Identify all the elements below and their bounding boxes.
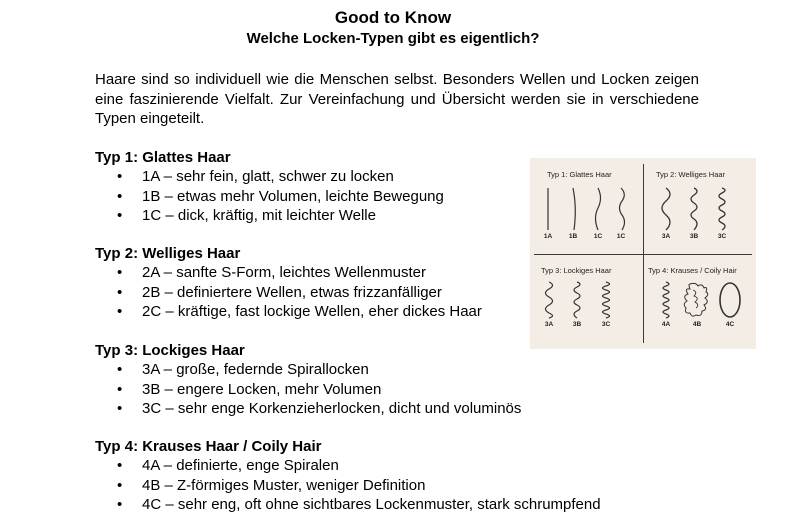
- section-heading: Typ 1: Glattes Haar: [95, 149, 231, 166]
- hair-label-3b: 3B: [689, 233, 699, 240]
- page-title: Good to Know: [334, 8, 452, 27]
- list-item-text: 2B – definiertere Wellen, etwas frizzanfälliger: [142, 283, 442, 301]
- list-item: [95, 283, 482, 303]
- list-item-text: 3A – große, federnde Spirallocken: [142, 361, 369, 378]
- bullet: •: [117, 207, 123, 224]
- hair-label-1b: 1B: [568, 233, 578, 240]
- hair-label-1a: 1A: [543, 233, 553, 240]
- bullet: •: [117, 361, 123, 378]
- list-item: [95, 456, 601, 476]
- bullet: •: [117, 168, 123, 185]
- hair-label-3b-typ3: 3B: [572, 321, 582, 328]
- hair-label-4a: 4A: [661, 321, 671, 328]
- panel-title-typ-2: Typ 2: Welliges Haar: [656, 170, 726, 179]
- list-item-text: 4A – definierte, enge Spiralen: [142, 457, 339, 474]
- hair-strands-typ-2: [652, 186, 748, 232]
- list-item-text: 4C – sehr eng, oft ohne sichtbares Lockenmuster, stark schrumpfend: [142, 496, 601, 513]
- item-list: [95, 263, 482, 322]
- list-item: [95, 399, 521, 419]
- hair-label-3c: 3C: [717, 233, 727, 240]
- list-item: [95, 206, 444, 226]
- panel-title-typ-4: Typ 4: Krauses / Coily Hair: [648, 266, 737, 275]
- hair-label-3a-typ3: 3A: [544, 321, 554, 328]
- item-list: [95, 167, 444, 226]
- list-item: [95, 380, 521, 400]
- bullet: •: [117, 476, 123, 494]
- list-item-text: 1B – etwas mehr Volumen, leichte Bewegung: [142, 187, 444, 205]
- page-subtitle: Welche Locken-Typen gibt es eigentlich?: [246, 30, 540, 47]
- section-heading: Typ 4: Krauses Haar / Coily Hair: [95, 438, 322, 455]
- list-item-text: 4B – Z-förmiges Muster, weniger Definition: [142, 476, 426, 494]
- list-item: [95, 495, 601, 515]
- section-typ-4: [95, 437, 601, 515]
- panel-title-typ-1: Typ 1: Glattes Haar: [547, 170, 612, 179]
- hair-label-1c-2: 1C: [616, 233, 626, 240]
- hair-label-4b: 4B: [692, 321, 702, 328]
- hair-strands-typ-3: [536, 280, 636, 320]
- list-item: [95, 476, 601, 496]
- hair-label-3c-typ3: 3C: [601, 321, 611, 328]
- list-item: [95, 360, 521, 380]
- section-typ-3: [95, 341, 521, 419]
- item-list: [95, 456, 601, 515]
- figure-divider-horizontal: [534, 254, 752, 255]
- bullet: •: [117, 400, 123, 417]
- list-item-text: 3B – engere Locken, mehr Volumen: [142, 380, 382, 398]
- bullet: •: [117, 380, 123, 398]
- list-item: [95, 302, 482, 322]
- list-item-text: 1A – sehr fein, glatt, schwer zu locken: [142, 168, 394, 185]
- list-item: [95, 187, 444, 207]
- section-typ-1: [95, 148, 444, 226]
- bullet: •: [117, 496, 123, 513]
- curl-types-figure: [530, 158, 756, 349]
- list-item: [95, 167, 444, 187]
- intro-paragraph: Haare sind so individuell wie die Menschen selbst. Besonders Wellen und Locken zeigen eine faszinierende Vielfalt. Zur Vereinfachung und Übersicht werden sie in verschiedene Typen eingeteilt.: [95, 71, 699, 127]
- list-item-text: 1C – dick, kräftig, mit leichter Welle: [142, 207, 376, 224]
- list-item-text: 2C – kräftige, fast lockige Wellen, eher dickes Haar: [142, 303, 482, 320]
- panel-title-typ-3: Typ 3: Lockiges Haar: [541, 266, 612, 275]
- hair-label-1c: 1C: [593, 233, 603, 240]
- item-list: [95, 360, 521, 419]
- bullet: •: [117, 303, 123, 320]
- hair-label-3a: 3A: [661, 233, 671, 240]
- section-heading: Typ 3: Lockiges Haar: [95, 342, 245, 359]
- bullet: •: [117, 283, 123, 301]
- section-heading: Typ 2: Welliges Haar: [95, 245, 241, 262]
- list-item: [95, 263, 482, 283]
- hair-strands-typ-4: [650, 280, 750, 320]
- list-item-text: 2A – sanfte S-Form, leichtes Wellenmuster: [142, 264, 427, 281]
- list-item-text: 3C – sehr enge Korkenzieherlocken, dicht und voluminös: [142, 400, 522, 417]
- hair-strands-typ-1: [538, 186, 638, 232]
- bullet: •: [117, 457, 123, 474]
- section-typ-2: [95, 244, 482, 322]
- bullet: •: [117, 264, 123, 281]
- hair-label-4c: 4C: [725, 321, 735, 328]
- bullet: •: [117, 187, 123, 205]
